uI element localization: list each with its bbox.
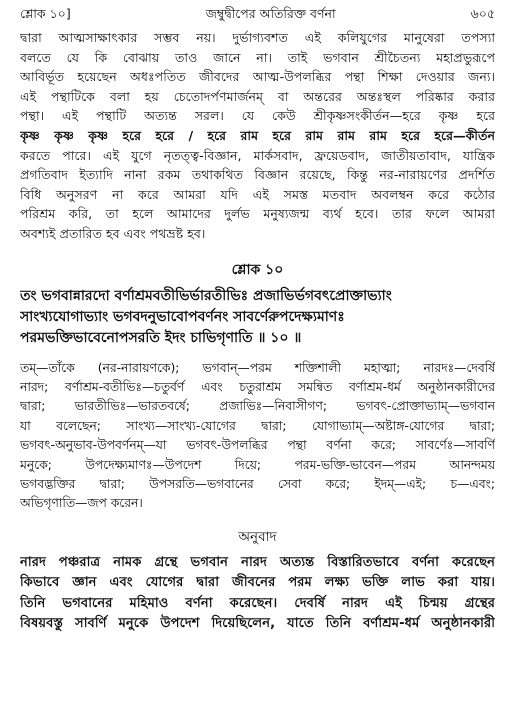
purport-line: প্রগতিবাদ ইত্যাদি নানা রকম তথাকথিত বিজ্ঞান রয়েছে, কিন্তু নর-নারায়ণের প্রদর্শিত	[20, 167, 495, 183]
synonyms-line: দ্বারা; ভারতীভিঃ—ভারতবর্ষে; প্রজাভিঃ—নিবাসীগণ; ভগবৎ-প্রোক্তাভ্যাম্—ভগবান	[20, 399, 495, 414]
synonyms-line: যা বলেছেন; সাংখ্য—সাংখ্য-যোগের দ্বারা; যোগাভ্যাম্—অষ্টাঙ্গ-যোগের দ্বারা;	[20, 418, 495, 433]
header-chapter-title: জম্বুদ্বীপের অতিরিক্ত বর্ণনা	[205, 6, 336, 21]
synonyms-line: ভগবদ্ভক্তির দ্বারা; উপসরতি—ভগবানের সেবা করে; ইদম্—এই; চ—এবং;	[20, 476, 495, 491]
purport-line: কৃষ্ণ কৃষ্ণ কৃষ্ণ হরে হরে / হরে রাম হরে রাম রাম রাম হরে হরে—কীর্তন	[20, 127, 495, 143]
synonyms-line: ভগবৎ-অনুভাব-উপবর্ণনম্—যা ভগবৎ-উপলব্ধির পন্থা বর্ণনা করে; সাবর্ণেঃ—সাবর্ণি	[20, 438, 495, 453]
translation-heading: অনুবাদ	[238, 528, 277, 545]
translation-line: নারদ পঞ্চরাত্র নামক গ্রন্থে ভগবান নারদ অত্যন্ত বিস্তারিতভাবে বর্ণনা করেছেন	[20, 554, 495, 570]
translation-line: কিভাবে জ্ঞান এবং যোগের দ্বারা জীবনের পরম লক্ষ্য ভক্তি লাভ করা যায়।	[20, 575, 495, 591]
sanskrit-verse	[20, 286, 495, 349]
purport-line: এই পন্থাটিকে বলা হয় চেতোদর্পণমার্জনম্ বা অন্তরের অন্তঃস্থল পরিষ্কার করার	[20, 88, 495, 104]
page-number: ৬০৫	[470, 6, 495, 21]
page-header	[20, 6, 495, 28]
verse-heading: শ্লোক ১০	[231, 261, 284, 278]
verse-line: সাংখ্যযোগাভ্যাং ভগবদনুভাবোপবর্ণনং সাবর্ণেরুপদেক্ষ্যমাণঃ	[20, 308, 345, 325]
synonyms-line: অভিগৃণাতি—জপ করেন।	[20, 496, 143, 511]
synonyms-text	[20, 359, 495, 514]
verse-line: তং ভগবান্নারদো বর্ণাশ্রমবতীভির্ভারতীভিঃ প্রজাভির্ভগবৎপ্রোক্তাভ্যাং	[20, 287, 392, 304]
purport-line: বিধি অনুসরণ না করে আমরা যদি এই সমস্ত মতবাদ অবলম্বন করে কঠোর	[20, 186, 495, 202]
purport-line: পরিশ্রম করি, তা হলে আমাদের দুর্লভ মনুষ্যজন্ম ব্যর্থ হবে। তার ফলে আমরা	[20, 206, 495, 222]
purport-text	[20, 28, 495, 244]
translation-line: বিষয়বস্তু সাবর্ণি মনুকে উপদেশ দিয়েছিলেন, যাতে তিনি বর্ণাশ্রম-ধর্ম অনুষ্ঠানকারী	[20, 616, 495, 632]
synonyms-line: নারদ; বর্ণাশ্রম-বতীভিঃ—চতুর্বর্ণ এবং চতুরাশ্রম সমন্বিত বর্ণাশ্রম-ধর্ম অনুষ্ঠানকারীদের	[20, 379, 495, 394]
translation-text	[20, 553, 495, 635]
purport-line: অবশ্যই প্রতারিত হব এবং পথভ্রষ্ট হব।	[20, 225, 206, 241]
header-verse-ref: শ্লোক ১০]	[20, 6, 71, 21]
purport-line: করতে পারে। এই যুগে নৃতত্ত্ব-বিজ্ঞান, মার্কসবাদ, ফ্রয়েডবাদ, জাতীয়তাবাদ, যান্ত্রিক	[20, 147, 495, 163]
synonyms-line: মনুকে; উপদেক্ষ্যমাণঃ—উপদেশ দিয়ে; পরম-ভক্তি-ভাবেন—পরম আনন্দময়	[20, 457, 495, 472]
purport-line: বলতে যে কি বোঝায় তাও জানে না। তাই ভগবান শ্রীচৈতন্য মহাপ্রভুরূপে	[20, 49, 495, 65]
translation-line: তিনি ভগবানের মহিমাও বর্ণনা করেছেন। দেবর্ষি নারদ এই চিন্ময় গ্রন্থের	[20, 595, 495, 611]
purport-line: পন্থা। এই পন্থাটি অত্যন্ত সরল। যে কেউ শ্রীকৃষ্ণসংকীর্তন—হরে কৃষ্ণ হরে	[20, 108, 495, 124]
verse-line: পরমভক্তিভাবেনোপসরতি ইদং চাভিগৃণাতি ॥ ১০ ॥	[20, 329, 302, 346]
purport-line: আবির্ভূত হয়েছেন অধঃপতিত জীবদের আত্ম-উপলব্ধির পন্থা শিক্ষা দেওয়ার জন্য।	[20, 69, 495, 85]
synonyms-line: তম্—তাঁকে (নর-নারায়ণকে); ভগবান্—পরম শক্তিশালী মহাত্মা; নারদঃ—দেবর্ষি	[20, 360, 495, 375]
purport-line: দ্বারা আত্মসাক্ষাৎকার সম্ভব নয়। দুর্ভাগ্যবশত এই কলিযুগের মানুষেরা তপস্যা	[20, 30, 495, 45]
